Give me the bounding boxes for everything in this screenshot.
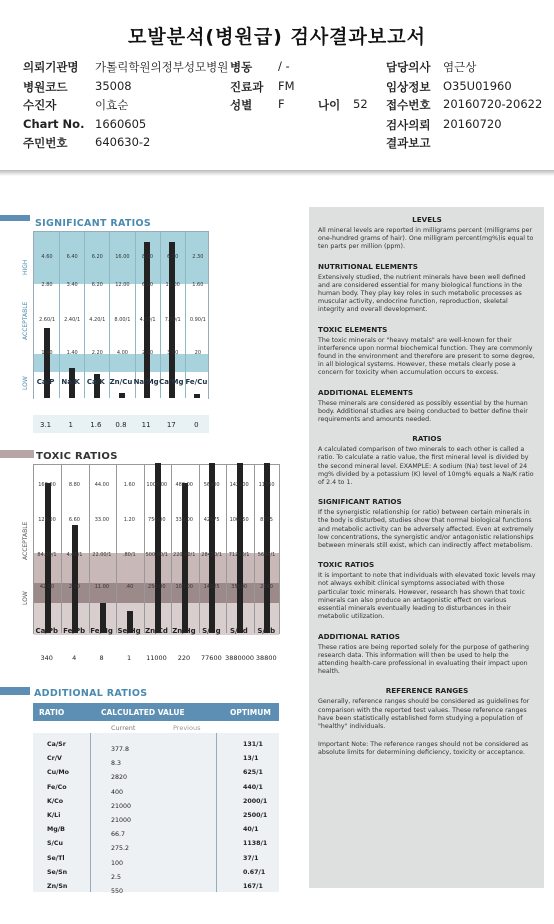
header-label: 검사의뢰	[386, 118, 431, 132]
additional-current: 2.5	[111, 873, 122, 881]
significant-category: Ca/K	[86, 378, 105, 386]
additional-optimum: 1138/1	[243, 840, 268, 848]
toxic-bar	[72, 525, 78, 633]
toxic-bar	[45, 483, 51, 633]
significant-category: Fe/Cu	[185, 378, 208, 386]
significant-tick-label: 6.00	[167, 254, 179, 260]
header-value: FM	[278, 79, 295, 93]
significant-tick-label: 6.20	[91, 282, 103, 288]
additional-ratio: K/Li	[47, 812, 61, 819]
toxic-tick-label: 100.00	[175, 584, 193, 590]
significant-category: Zn/Cu	[109, 378, 133, 386]
additional-ratio: Se/Sn	[47, 868, 68, 876]
additional-heading: ADDITIONAL RATIOS	[34, 688, 148, 699]
significant-tick-label: 1.60	[192, 282, 204, 288]
significant-tick-label: 16.00	[115, 254, 130, 260]
additional-current: 550	[111, 888, 124, 895]
toxic-tick-label: 28450/1	[201, 552, 223, 558]
axis-low: LOW	[22, 376, 29, 390]
header-label: 진료과	[230, 80, 264, 94]
toxic-tick-label: 168.00	[38, 482, 56, 488]
additional-optimum: 2500/1	[243, 812, 268, 819]
significant-tick-label: 7.00/1	[164, 317, 181, 323]
info-heading: ADDITIONAL RATIOS	[318, 631, 400, 641]
additional-current: 100	[111, 859, 124, 867]
toxic-tick-label: 8535	[260, 517, 273, 523]
column-divider	[199, 465, 200, 633]
significant-tick-label: 2.60/1	[39, 317, 55, 323]
info-text: All mineral levels are reported in milligrams percent (milligrams per one-hundred grams of hair). One milligram percent(mg%)is equal to ten parts per million (ppm).	[318, 227, 534, 251]
significant-category: Ca/Mg	[159, 378, 184, 386]
additional-optimum: 625/1	[243, 769, 263, 777]
column-divider	[89, 465, 90, 633]
significant-tick-label: 6.00	[141, 282, 154, 288]
toxic-tick-label: 35600	[231, 584, 248, 590]
toxic-category: S/Cd	[229, 627, 248, 635]
toxic-tick-label: 106650	[229, 517, 249, 523]
additional-optimum: 440/1	[243, 783, 263, 791]
significant-heading: SIGNIFICANT RATIOS	[35, 218, 152, 229]
toxic-tick-label: 142200	[229, 482, 249, 488]
additional-current: 400	[111, 788, 124, 796]
header-value: 640630-2	[95, 135, 151, 149]
report-title: 모발분석(병원급) 검사결과보고서	[128, 26, 426, 48]
toxic-value: 77600	[201, 654, 222, 662]
additional-ratio: Fe/Co	[47, 783, 67, 791]
info-heading: TOXIC RATIOS	[318, 560, 375, 570]
significant-category: Na/Mg	[133, 378, 159, 386]
column-divider	[254, 465, 255, 633]
additional-optimum: 13/1	[243, 755, 259, 763]
toxic-value: 4	[72, 654, 77, 662]
additional-current: 66.7	[111, 831, 126, 839]
significant-tick-label: 2.80	[41, 282, 53, 288]
toxic-bar	[209, 463, 215, 633]
significant-value: 3.1	[40, 421, 52, 429]
toxic-tick-label: 8.80	[68, 482, 80, 488]
toxic-bar	[155, 463, 161, 633]
header-value: / -	[278, 59, 290, 73]
additional-optimum: 37/1	[243, 854, 259, 862]
significant-tick-label: 1.40	[41, 350, 53, 356]
additional-optimum: 131/1	[243, 741, 263, 748]
info-heading: TOXIC ELEMENTS	[318, 324, 388, 334]
sub-current: Current	[111, 724, 136, 732]
axis-acceptable: ACCEPTABLE	[22, 301, 29, 340]
toxic-value: 3880000	[225, 654, 255, 662]
significant-tick-label: 12.00	[115, 282, 130, 288]
significant-tick-label: 8.00/1	[114, 317, 131, 323]
toxic-tick-label: 42.00	[39, 584, 55, 590]
info-text: Generally, reference ranges should be considered as guidelines for comparison with the reported test values. These reference ranges have been statistically established form studying a population of "healthy" individuals.	[318, 698, 530, 730]
toxic-category: S/Pb	[257, 627, 276, 635]
significant-bar	[119, 393, 125, 398]
toxic-axis-low: LOW	[22, 591, 29, 605]
significant-tick-label: 4.00	[116, 350, 128, 356]
additional-optimum: 40/1	[243, 826, 259, 834]
significant-value: 1.6	[90, 421, 102, 429]
significant-tick-label: 6.40	[66, 254, 78, 260]
info-block	[318, 741, 536, 757]
toxic-category: Zn/Cd	[145, 627, 168, 635]
toxic-heading: TOXIC RATIOS	[36, 451, 118, 462]
info-text: A calculated comparison of two minerals to each other is called a ratio. To calculate a ratio value, the first mineral level is divided by the second mineral level. EXAMPLE: A sodium (Na) test level of 24 mg% divided by a potassium (K) level of 10mg% equals a Na/K ratio of 2.4 to 1.	[318, 446, 534, 487]
info-block	[318, 262, 536, 315]
info-block	[318, 632, 536, 677]
toxic-category: Se/Hg	[117, 627, 141, 635]
toxic-tick-label: 84.00/1	[37, 552, 57, 558]
toxic-bar	[182, 483, 188, 633]
toxic-bar	[264, 463, 270, 633]
info-text: If the synergistic relationship (or ratio) between certain minerals in the body is disturbed, studies show that normal biological functions and metabolic activity can be adversely affected. Even at extremely low concentrations, the synergistic and/or antagonistic relationships between minerals still exist, which can indirectly affect metabolism.	[318, 509, 534, 550]
toxic-tick-label: 42675	[203, 517, 220, 523]
significant-chart	[33, 231, 209, 399]
info-block	[318, 215, 536, 252]
significant-tick-label: 6.20	[91, 254, 103, 260]
header-value: 이효순	[95, 98, 129, 112]
header-label: 담당의사	[386, 60, 431, 74]
toxic-category: Fe/Hg	[90, 627, 113, 635]
toxic-tick-label: 71200/1	[228, 552, 250, 558]
info-text: Important Note: The reference ranges should not be considered as absolute limits for determining deficiency, toxicity or acceptance.	[318, 741, 529, 757]
toxic-category: S/Hg	[202, 627, 221, 635]
additional-ratios-table	[33, 703, 279, 895]
header-value: 염근상	[443, 60, 477, 74]
column-divider	[61, 465, 62, 633]
significant-tick-label: 8.00	[141, 254, 154, 260]
significant-tick-label: 0.90/1	[189, 317, 206, 323]
toxic-category: Ca/Pb	[35, 627, 58, 635]
info-text: Extensively studied, the nutrient minerals have been well defined and are considered essential for many biological functions in the human body. They play key roles in such metabolic processes as muscular activity, endocrine function, reproduction, skeletal integrity and overall development.	[318, 273, 526, 314]
header-label: 병동	[230, 60, 253, 74]
sub-previous: Previous	[173, 724, 201, 732]
column-divider	[226, 465, 227, 633]
additional-ratio: S/Cu	[47, 840, 63, 848]
info-heading: SIGNIFICANT RATIOS	[318, 497, 402, 507]
toxic-tick-label: 33.00	[94, 517, 110, 523]
significant-value: 0.8	[115, 421, 127, 429]
additional-current: 275.2	[111, 845, 130, 853]
toxic-ratios-panel	[0, 450, 290, 670]
toxic-value: 1	[126, 654, 132, 662]
header-label: 병원코드	[23, 80, 68, 94]
significant-tick-label: 4.60	[41, 254, 53, 260]
info-block	[318, 434, 536, 487]
toxic-tick-label: 56900	[203, 482, 220, 488]
toxic-value: 340	[40, 654, 53, 662]
significant-tick-label: 2.40/1	[64, 317, 81, 323]
info-heading: ADDITIONAL ELEMENTS	[318, 387, 414, 397]
significant-ratios-panel	[0, 215, 210, 435]
significant-tick-label: 4.00/1	[139, 317, 156, 323]
toxic-tick-label: 220.00/1	[173, 552, 196, 558]
additional-ratio: Cr/V	[47, 755, 62, 763]
toxic-category: Fe/Pb	[63, 627, 86, 635]
additional-optimum: 2000/1	[243, 797, 268, 805]
info-content	[318, 215, 536, 768]
toxic-value: 11000	[146, 654, 167, 662]
toxic-tick-label: 22.00/1	[92, 552, 112, 558]
header-label: Chart No.	[23, 117, 85, 131]
significant-tick-label: 2.00	[141, 350, 154, 356]
info-block	[318, 686, 536, 731]
significant-value: 0	[194, 421, 199, 429]
additional-optimum: 0.67/1	[243, 868, 266, 876]
toxic-tick-label: 330.00	[175, 517, 193, 523]
header-label: 주민번호	[23, 136, 68, 150]
additional-current: 2820	[111, 774, 128, 782]
toxic-tick-label: 750.00	[148, 517, 166, 523]
col-calculated: CALCULATED VALUE	[101, 708, 185, 717]
info-heading: LEVELS	[412, 215, 442, 224]
header-value: F	[278, 97, 285, 111]
header-label: 수진자	[23, 98, 57, 112]
header-label: 의뢰기관명	[23, 60, 79, 74]
significant-tick-label: 3.40	[66, 282, 78, 288]
info-text: These minerals are considered as possibly essential by the human body. Additional studies are being conducted to better define their requirements and amounts needed.	[318, 399, 528, 424]
additional-current: 377.8	[111, 746, 130, 753]
header-label: 접수번호	[386, 98, 431, 112]
toxic-tick-label: .80/1	[122, 552, 136, 558]
toxic-tick-label: 1.60	[123, 482, 135, 488]
info-panel	[309, 207, 544, 888]
info-text: It is important to note that individuals with elevated toxic levels may not always exhibit clinical symptoms associated with those particular toxic minerals. However, research has shown that toxic minerals can also produce an antagonistic effect on various essential minerals eventually leading to disturbances in their metabolic utilization.	[318, 572, 536, 621]
header-label: 임상정보	[386, 80, 431, 94]
age-value: 52	[353, 97, 368, 111]
info-text: The toxic minerals or "heavy metals" are well-known for their interference upon normal biochemical function. They are commonly found in the environment and therefore are present to some degree, in all biological systems. However, these metals clearly pose a concern for toxicity when accumulation occurs to excess.	[318, 336, 535, 377]
significant-tick-label: 3.00	[167, 350, 179, 356]
info-heading: RATIOS	[412, 434, 442, 444]
toxic-tick-label: 5680/1	[257, 552, 276, 558]
column-divider	[171, 465, 172, 633]
toxic-tick-label: 250.00	[148, 584, 166, 590]
info-heading: NUTRITIONAL ELEMENTS	[318, 261, 418, 271]
significant-tick-label: 1.40	[66, 350, 78, 356]
significant-category: Na/K	[61, 378, 80, 386]
significant-tick-label: 2.30	[192, 254, 204, 260]
additional-table-header	[33, 703, 279, 721]
significant-tick-label: 4.20/1	[89, 317, 106, 323]
significant-tick-label: 11.00	[165, 282, 180, 288]
additional-ratio: Ca/Sr	[47, 741, 66, 748]
additional-current: 21000	[111, 817, 132, 824]
significant-tick-label: 20	[194, 350, 202, 356]
toxic-category: Zn/Hg	[172, 627, 196, 635]
column-divider	[144, 465, 145, 633]
toxic-tick-label: 4.40/1	[66, 552, 83, 558]
toxic-tick-label: 11.00	[94, 584, 110, 590]
header-label: 성별	[230, 98, 253, 112]
header-label: 결과보고	[386, 136, 431, 150]
info-text: These ratios are being reported solely for the purpose of gathering research data. This information will then be used to help the attending health-care professional in evaluating their impact upon health.	[318, 643, 529, 676]
toxic-tick-label: 2.20	[68, 584, 80, 590]
additional-ratio: Se/Tl	[47, 854, 65, 862]
toxic-tick-label: .40	[125, 584, 134, 590]
toxic-value: 38800	[255, 654, 277, 662]
toxic-tick-label: 6.60	[68, 517, 80, 523]
additional-ratio: K/Co	[47, 797, 64, 805]
additional-optimum: 167/1	[243, 883, 263, 890]
info-block	[318, 388, 536, 425]
col-ratio: RATIO	[39, 708, 65, 717]
significant-bar	[44, 328, 50, 398]
header-value: 20160720	[443, 117, 502, 131]
toxic-tick-label: 44.00	[94, 482, 110, 488]
toxic-tick-label: 500.00/1	[145, 552, 168, 558]
info-block	[318, 325, 536, 378]
toxic-tick-label: 1.20	[123, 517, 135, 523]
significant-category: Ca/P	[36, 378, 55, 386]
significant-value: 11	[141, 421, 151, 429]
toxic-tick-label: 14225	[203, 584, 220, 590]
additional-ratio: Mg/B	[47, 826, 65, 834]
significant-bar	[194, 394, 200, 398]
header-value: O35U01960	[443, 79, 512, 93]
toxic-chart	[33, 464, 280, 634]
toxic-bar	[237, 463, 243, 633]
column-divider	[116, 465, 117, 633]
col-optimum: OPTIMUM	[230, 708, 271, 717]
toxic-tick-label: 480.00	[175, 482, 193, 488]
axis-high: HIGH	[22, 259, 29, 275]
info-block	[318, 560, 536, 621]
toxic-tick-label: 1000.00	[146, 482, 168, 488]
info-heading: REFERENCE RANGES	[385, 686, 469, 696]
toxic-tick-label: 126.00	[38, 517, 56, 523]
toxic-axis-acceptable: ACCEPTABLE	[22, 521, 29, 560]
toxic-value: 220	[177, 654, 191, 662]
additional-current: 8.3	[111, 760, 122, 768]
significant-tick-label: 2.20	[91, 350, 103, 356]
age-label: 나이	[318, 98, 341, 112]
significant-value: 1	[68, 421, 73, 429]
additional-ratio: Cu/Mo	[47, 769, 69, 777]
significant-value: 17	[166, 421, 176, 429]
additional-ratio: Zn/Sn	[47, 883, 68, 890]
info-block	[318, 497, 536, 550]
scan-divider	[0, 170, 554, 176]
toxic-tick-label: 11360	[258, 482, 275, 488]
toxic-value: 8	[99, 654, 104, 662]
additional-current: 21000	[111, 802, 132, 810]
header-value: 35008	[95, 79, 132, 93]
header-value: 1660605	[95, 117, 147, 131]
header-value: 가톨릭학원의정부성모병원	[95, 60, 229, 74]
header-value: 20160720-20622	[443, 97, 543, 111]
toxic-tick-label: 2840	[260, 584, 273, 590]
